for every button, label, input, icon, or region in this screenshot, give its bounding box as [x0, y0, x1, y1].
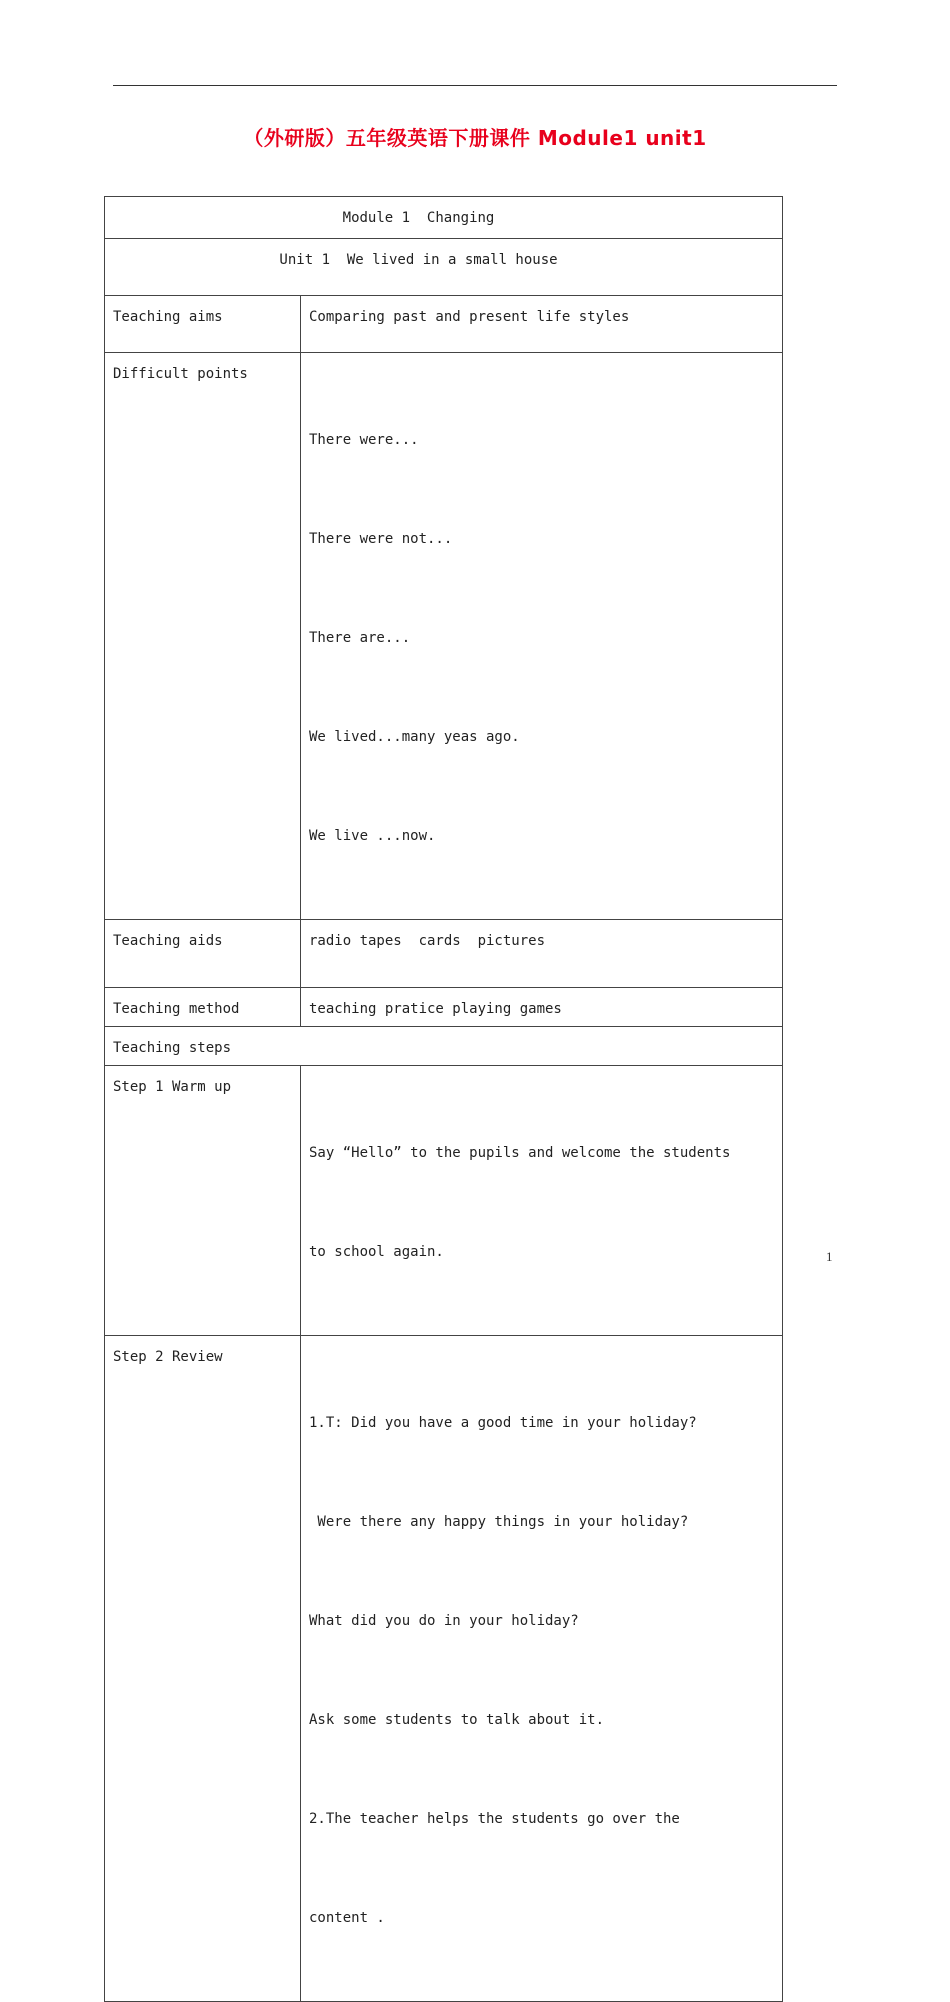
header-rule — [113, 85, 837, 86]
table-row — [105, 296, 783, 353]
teaching-aims-value: Comparing past and present life styles — [309, 309, 630, 325]
list-item: There are... — [309, 630, 411, 646]
list-item: Ask some students to talk about it. — [309, 1712, 605, 1728]
unit-heading: Unit 1 We lived in a small house — [279, 252, 558, 268]
list-item: 2.The teacher helps the students go over the — [309, 1811, 680, 1827]
table-row — [105, 1066, 783, 1336]
list-item: There were not... — [309, 531, 453, 547]
table-row — [105, 920, 783, 988]
teaching-method-label: Teaching method — [113, 1001, 240, 1017]
difficult-points-label: Difficult points — [113, 366, 248, 382]
table-row — [105, 197, 783, 239]
list-item: We live ...now. — [309, 828, 436, 844]
teaching-aids-label: Teaching aids — [113, 933, 223, 949]
list-item: We lived...many yeas ago. — [309, 729, 520, 745]
teaching-aids-value: radio tapes cards pictures — [309, 933, 546, 949]
teaching-method-value: teaching pratice playing games — [309, 1001, 562, 1017]
step2-content — [301, 1336, 782, 2001]
list-item: There were... — [309, 432, 419, 448]
table-row — [105, 1336, 783, 2002]
page-number: 1 — [826, 1249, 833, 1264]
step1-label: Step 1 Warm up — [113, 1079, 232, 1095]
document-title: （外研版）五年级英语下册课件 Module1 unit1 — [243, 126, 707, 150]
difficult-points-list — [301, 353, 782, 919]
list-item: What did you do in your holiday? — [309, 1613, 579, 1629]
list-item: 1.T: Did you have a good time in your holiday? — [309, 1415, 697, 1431]
teaching-steps-label: Teaching steps — [113, 1040, 232, 1056]
table-row — [105, 1027, 783, 1066]
list-item: Were there any happy things in your holiday? — [309, 1514, 689, 1530]
lesson-plan-table — [104, 196, 783, 2002]
list-item: Say “Hello” to the pupils and welcome the students — [309, 1145, 731, 1161]
step2-label: Step 2 Review — [113, 1349, 223, 1365]
table-row — [105, 353, 783, 920]
step1-content — [301, 1066, 782, 1335]
list-item: to school again. — [309, 1244, 444, 1260]
list-item: content . — [309, 1910, 385, 1926]
teaching-aims-label: Teaching aims — [113, 309, 223, 325]
table-row — [105, 988, 783, 1027]
table-row — [105, 239, 783, 296]
module-heading: Module 1 Changing — [342, 210, 495, 226]
